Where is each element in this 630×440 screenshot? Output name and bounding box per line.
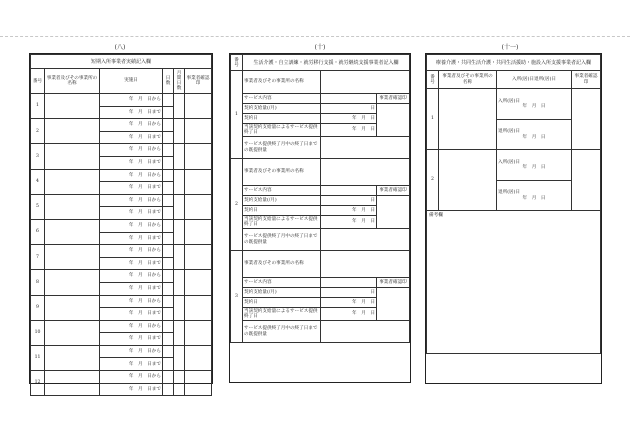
short-stay-date-from: 年 月 日から <box>100 245 163 258</box>
short-stay-row-number: 12 <box>31 371 45 396</box>
short-stay-date-to: 年 月 日まで <box>100 308 163 321</box>
daytime-confirm-label: 事業者確認印 <box>377 186 410 196</box>
daytime-title: 生活介護・自立訓練・就労移行支援・就労継続支援事業者記入欄 <box>243 55 410 71</box>
short-stay-month-days-cell[interactable] <box>174 320 185 345</box>
short-stay-panel <box>29 53 213 392</box>
short-stay-date-to: 年 月 日まで <box>100 358 163 371</box>
residential-head-dates: 入所(居)日退所(居)日 <box>497 71 572 89</box>
daytime-service-cell[interactable] <box>321 94 377 104</box>
daytime-confirm-cell[interactable] <box>377 104 410 137</box>
residential-notes[interactable]: 備考欄 <box>427 211 601 354</box>
daytime-amount-label: 契約支給量(/月) <box>243 196 321 206</box>
daytime-final-cell[interactable] <box>321 229 410 251</box>
short-stay-row-number: 6 <box>31 219 45 244</box>
short-stay-provider-cell[interactable] <box>45 169 100 194</box>
daytime-service-label: サービス内容 <box>243 186 321 196</box>
residential-row-number: 2 <box>427 150 439 211</box>
short-stay-days-cell[interactable] <box>163 207 174 220</box>
panel8-number: (八) <box>114 44 126 51</box>
residential-out-cell[interactable] <box>497 120 572 150</box>
short-stay-date-to: 年 月 日まで <box>100 257 163 270</box>
short-stay-days-cell[interactable] <box>163 257 174 270</box>
daytime-contract-date-label: 契約日 <box>243 114 321 124</box>
residential-out-cell[interactable] <box>497 181 572 211</box>
short-stay-row-number: 9 <box>31 295 45 320</box>
daytime-final-cell[interactable] <box>321 321 410 343</box>
panel11-number: (十一) <box>501 44 519 51</box>
short-stay-days-cell[interactable] <box>163 270 174 283</box>
short-stay-confirm-cell[interactable] <box>185 345 212 370</box>
short-stay-confirm-cell[interactable] <box>185 94 212 119</box>
short-stay-date-from: 年 月 日から <box>100 94 163 107</box>
short-stay-month-days-cell[interactable] <box>174 270 185 295</box>
daytime-provider-label: 事業者及びその事業所の名称 <box>243 159 321 186</box>
daytime-service-label: サービス内容 <box>243 94 321 104</box>
short-stay-days-cell[interactable] <box>163 119 174 132</box>
daytime-amount-cell[interactable]: 日 <box>321 288 377 298</box>
short-stay-title: 短期入所事業者実績記入欄 <box>31 55 212 69</box>
daytime-confirm-label: 事業者確認印 <box>377 94 410 104</box>
short-stay-provider-cell[interactable] <box>45 295 100 320</box>
short-stay-days-cell[interactable] <box>163 320 174 333</box>
short-stay-provider-cell[interactable] <box>45 194 100 219</box>
short-stay-days-cell[interactable] <box>163 333 174 346</box>
short-stay-days-cell[interactable] <box>163 219 174 232</box>
daytime-end-label: 当該契約支給量によるサービス提供終了日 <box>243 308 321 321</box>
short-stay-month-days-cell[interactable] <box>174 119 185 144</box>
short-stay-days-cell[interactable] <box>163 245 174 258</box>
short-stay-provider-cell[interactable] <box>45 219 100 244</box>
short-stay-head-days-month: 月間日数 <box>174 69 185 94</box>
short-stay-head-days: 日数 <box>163 69 174 94</box>
short-stay-head-number: 番号 <box>31 69 45 94</box>
short-stay-days-cell[interactable] <box>163 371 174 384</box>
short-stay-month-days-cell[interactable] <box>174 371 185 396</box>
short-stay-days-cell[interactable] <box>163 156 174 169</box>
daytime-end-label: 当該契約支給量によるサービス提供終了日 <box>243 124 321 137</box>
short-stay-date-from: 年 月 日から <box>100 144 163 157</box>
short-stay-table <box>30 54 212 396</box>
short-stay-days-cell[interactable] <box>163 383 174 396</box>
short-stay-row-number: 11 <box>31 345 45 370</box>
daytime-amount-cell[interactable]: 日 <box>321 196 377 206</box>
daytime-row-number: 1 <box>231 71 243 159</box>
short-stay-date-to: 年 月 日まで <box>100 156 163 169</box>
residential-panel <box>425 53 602 384</box>
short-stay-row-number: 10 <box>31 320 45 345</box>
short-stay-date-from: 年 月 日から <box>100 345 163 358</box>
daytime-amount-label: 契約支給量(/月) <box>243 288 321 298</box>
residential-in-date: 年 月 日 <box>522 104 546 109</box>
daytime-activity-panel <box>229 53 411 383</box>
short-stay-confirm-cell[interactable] <box>185 371 212 396</box>
short-stay-provider-cell[interactable] <box>45 320 100 345</box>
panel10-number: (十) <box>314 44 326 51</box>
short-stay-provider-cell[interactable] <box>45 371 100 396</box>
short-stay-days-cell[interactable] <box>163 144 174 157</box>
short-stay-head-confirm: 事業者確認印 <box>185 69 212 94</box>
short-stay-date-from: 年 月 日から <box>100 270 163 283</box>
residential-provider-cell[interactable] <box>439 150 497 211</box>
short-stay-date-to: 年 月 日まで <box>100 207 163 220</box>
short-stay-days-cell[interactable] <box>163 295 174 308</box>
residential-in-label: 入所(居)日 <box>498 98 520 104</box>
short-stay-confirm-cell[interactable] <box>185 169 212 194</box>
short-stay-date-to: 年 月 日まで <box>100 333 163 346</box>
short-stay-row-number: 4 <box>31 169 45 194</box>
residential-in-date: 年 月 日 <box>522 165 546 170</box>
daytime-confirm-label: 事業者確認印 <box>377 278 410 288</box>
daytime-contract-date-cell[interactable]: 年 月 日 <box>321 206 377 216</box>
residential-row-number: 1 <box>427 89 439 150</box>
short-stay-confirm-cell[interactable] <box>185 245 212 270</box>
daytime-row-number: 3 <box>231 251 243 343</box>
daytime-service-cell[interactable] <box>321 278 377 288</box>
daytime-activity-table <box>230 54 410 343</box>
daytime-head-number: 番号 <box>231 55 243 71</box>
daytime-final-label: サービス提供終了月中の終了日までの既提供量 <box>243 229 321 251</box>
residential-in-cell[interactable] <box>497 150 572 181</box>
daytime-final-cell[interactable] <box>321 137 410 159</box>
residential-in-cell[interactable] <box>497 89 572 120</box>
short-stay-row-number: 3 <box>31 144 45 169</box>
residential-head-provider: 事業者及びその事業所の名称 <box>439 71 497 89</box>
daytime-service-label: サービス内容 <box>243 278 321 288</box>
residential-in-label: 入所(居)日 <box>498 159 520 165</box>
daytime-end-label: 当該契約支給量によるサービス提供終了日 <box>243 216 321 229</box>
daytime-provider-cell[interactable] <box>321 159 410 186</box>
short-stay-confirm-cell[interactable] <box>185 270 212 295</box>
short-stay-date-to: 年 月 日まで <box>100 182 163 195</box>
short-stay-date-to: 年 月 日まで <box>100 106 163 119</box>
daytime-amount-cell[interactable]: 日 <box>321 104 377 114</box>
daytime-end-date-cell[interactable]: 年 月 日 <box>321 216 377 229</box>
short-stay-days-cell[interactable] <box>163 169 174 182</box>
short-stay-days-cell[interactable] <box>163 182 174 195</box>
short-stay-date-from: 年 月 日から <box>100 320 163 333</box>
short-stay-head-provider: 事業者及びその事業所の名称 <box>45 69 100 94</box>
short-stay-date-from: 年 月 日から <box>100 194 163 207</box>
daytime-amount-label: 契約支給量(/月) <box>243 104 321 114</box>
short-stay-days-cell[interactable] <box>163 345 174 358</box>
daytime-provider-label: 事業者及びその事業所の名称 <box>243 251 321 278</box>
residential-out-date: 年 月 日 <box>522 134 546 140</box>
short-stay-month-days-cell[interactable] <box>174 295 185 320</box>
daytime-contract-date-label: 契約日 <box>243 206 321 216</box>
residential-out-date: 年 月 日 <box>522 195 546 201</box>
daytime-provider-cell[interactable] <box>321 71 410 94</box>
daytime-service-cell[interactable] <box>321 186 377 196</box>
daytime-confirm-cell[interactable] <box>377 288 410 321</box>
daytime-end-date-cell[interactable]: 年 月 日 <box>321 124 377 137</box>
short-stay-month-days-cell[interactable] <box>174 194 185 219</box>
short-stay-provider-cell[interactable] <box>45 119 100 144</box>
short-stay-date-from: 年 月 日から <box>100 371 163 384</box>
short-stay-date-from: 年 月 日から <box>100 295 163 308</box>
short-stay-row-number: 8 <box>31 270 45 295</box>
short-stay-row-number: 7 <box>31 245 45 270</box>
short-stay-confirm-cell[interactable] <box>185 144 212 169</box>
short-stay-confirm-cell[interactable] <box>185 219 212 244</box>
short-stay-month-days-cell[interactable] <box>174 345 185 370</box>
short-stay-days-cell[interactable] <box>163 106 174 119</box>
short-stay-month-days-cell[interactable] <box>174 144 185 169</box>
daytime-end-date-cell[interactable]: 年 月 日 <box>321 308 377 321</box>
short-stay-date-from: 年 月 日から <box>100 169 163 182</box>
residential-out-label: 退所(居)日 <box>498 190 520 196</box>
short-stay-month-days-cell[interactable] <box>174 245 185 270</box>
short-stay-month-days-cell[interactable] <box>174 94 185 119</box>
short-stay-date-from: 年 月 日から <box>100 119 163 132</box>
short-stay-provider-cell[interactable] <box>45 94 100 119</box>
daytime-row-number: 2 <box>231 159 243 251</box>
residential-confirm-cell[interactable] <box>572 89 601 150</box>
short-stay-provider-cell[interactable] <box>45 245 100 270</box>
short-stay-days-cell[interactable] <box>163 194 174 207</box>
short-stay-days-cell[interactable] <box>163 94 174 107</box>
residential-head-number: 番号 <box>427 71 439 89</box>
short-stay-provider-cell[interactable] <box>45 270 100 295</box>
residential-provider-cell[interactable] <box>439 89 497 150</box>
short-stay-confirm-cell[interactable] <box>185 295 212 320</box>
short-stay-confirm-cell[interactable] <box>185 194 212 219</box>
short-stay-date-from: 年 月 日から <box>100 219 163 232</box>
short-stay-month-days-cell[interactable] <box>174 169 185 194</box>
residential-head-confirm: 事業者確認印 <box>572 71 601 89</box>
daytime-provider-label: 事業者及びその事業所の名称 <box>243 71 321 94</box>
short-stay-head-date: 実施日 <box>100 69 163 94</box>
daytime-final-label: サービス提供終了月中の終了日までの既提供量 <box>243 137 321 159</box>
short-stay-days-cell[interactable] <box>163 308 174 321</box>
short-stay-month-days-cell[interactable] <box>174 219 185 244</box>
short-stay-provider-cell[interactable] <box>45 345 100 370</box>
short-stay-date-to: 年 月 日まで <box>100 232 163 245</box>
short-stay-row-number: 2 <box>31 119 45 144</box>
top-dashed-line <box>0 36 630 37</box>
residential-table <box>426 54 601 354</box>
daytime-contract-date-cell[interactable]: 年 月 日 <box>321 114 377 124</box>
daytime-final-label: サービス提供終了月中の終了日までの既提供量 <box>243 321 321 343</box>
residential-title: 療養介護・共同生活介護・共同生活援助・施設入所支援事業者記入欄 <box>427 55 601 71</box>
short-stay-days-cell[interactable] <box>163 131 174 144</box>
short-stay-days-cell[interactable] <box>163 358 174 371</box>
short-stay-row-number: 5 <box>31 194 45 219</box>
short-stay-row-number: 1 <box>31 94 45 119</box>
short-stay-date-to: 年 月 日まで <box>100 131 163 144</box>
short-stay-confirm-cell[interactable] <box>185 119 212 144</box>
short-stay-date-to: 年 月 日まで <box>100 383 163 396</box>
short-stay-confirm-cell[interactable] <box>185 320 212 345</box>
daytime-confirm-cell[interactable] <box>377 196 410 229</box>
residential-confirm-cell[interactable] <box>572 150 601 211</box>
short-stay-days-cell[interactable] <box>163 232 174 245</box>
daytime-provider-cell[interactable] <box>321 251 410 278</box>
daytime-contract-date-label: 契約日 <box>243 298 321 308</box>
short-stay-date-to: 年 月 日まで <box>100 282 163 295</box>
short-stay-provider-cell[interactable] <box>45 144 100 169</box>
residential-out-label: 退所(居)日 <box>498 129 520 135</box>
short-stay-days-cell[interactable] <box>163 282 174 295</box>
daytime-contract-date-cell[interactable]: 年 月 日 <box>321 298 377 308</box>
